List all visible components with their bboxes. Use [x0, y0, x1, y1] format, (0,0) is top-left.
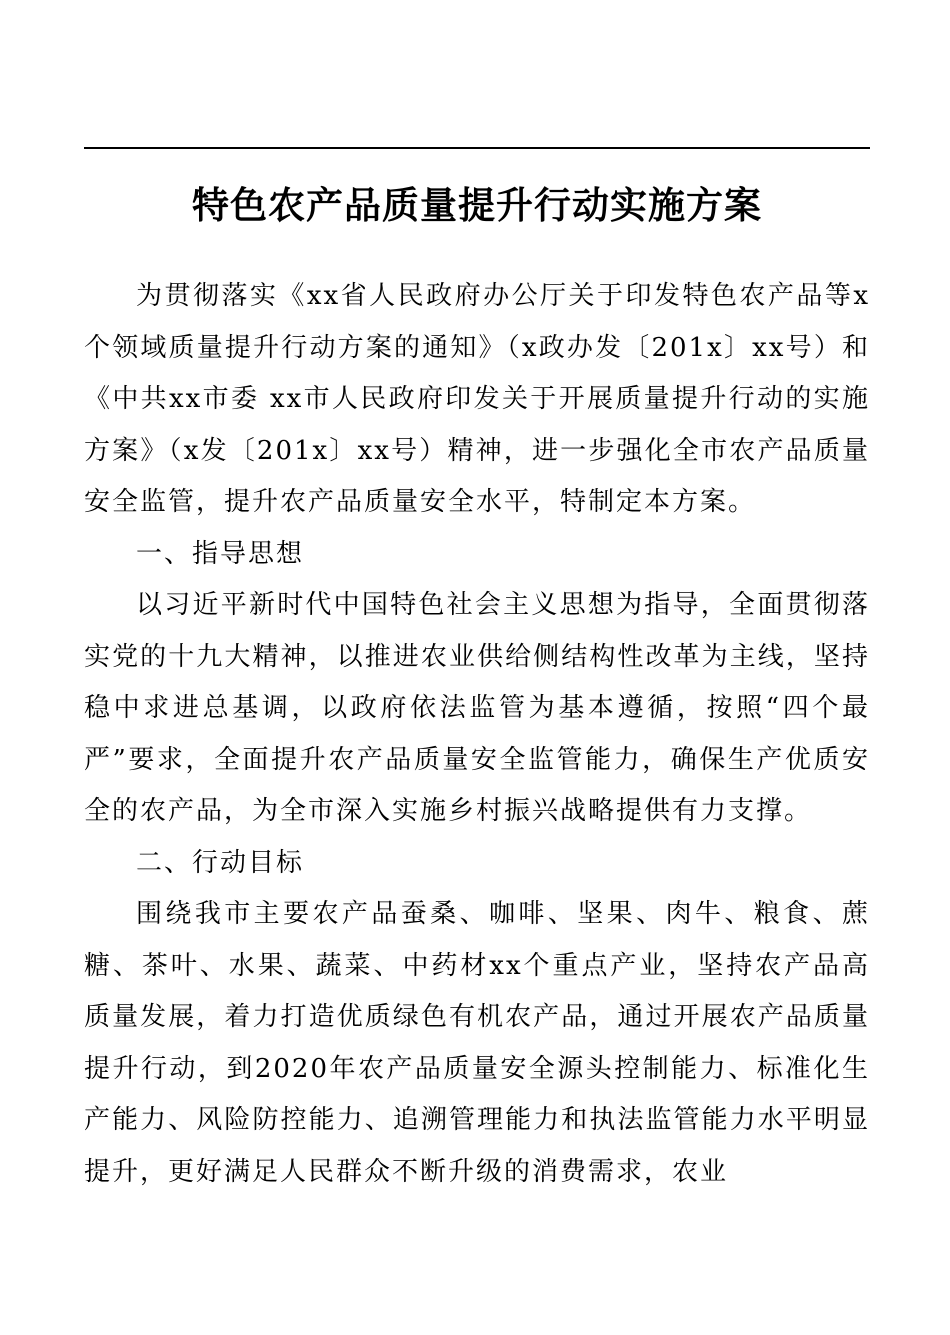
document-title: 特色农产品质量提升行动实施方案: [192, 184, 762, 227]
header-rule: [84, 147, 870, 149]
document-body: [84, 271, 870, 1198]
intro-paragraph: 为贯彻落实《xx省人民政府办公厅关于印发特色农产品等x个领域质量提升行动方案的通知》（x政办发〔201x〕xx号）和《中共xx市委 xx市人民政府印发关于开展质量提升行动的实施方案》（x发〔201x〕xx号）精神，进一步强化全市农产品质量安全监管，提升农产品质量安全水平，特制定本方案。: [84, 281, 870, 517]
section-heading-guiding-ideology: 一、指导思想: [136, 538, 305, 569]
guiding-ideology-paragraph: 以习近平新时代中国特色社会主义思想为指导，全面贯彻落实党的十九大精神，以推进农业供给侧结构性改革为主线，坚持稳中求进总基调，以政府依法监管为基本遵循，按照“四个最严”要求，全面提升农产品质量安全监管能力，确保生产优质安全的农产品，为全市深入实施乡村振兴战略提供有力支撑。: [84, 590, 870, 826]
section-heading-action-goals: 二、行动目标: [136, 847, 305, 878]
action-goals-paragraph: 围绕我市主要农产品蚕桑、咖啡、坚果、肉牛、粮食、蔗糖、茶叶、水果、蔬菜、中药材xx个重点产业，坚持农产品高质量发展，着力打造优质绿色有机农产品，通过开展农产品质量提升行动，到2020年农产品质量安全源头控制能力、标准化生产能力、风险防控能力、追溯管理能力和执法监管能力水平明显提升，更好满足人民群众不断升级的消费需求，农业: [84, 899, 870, 1187]
